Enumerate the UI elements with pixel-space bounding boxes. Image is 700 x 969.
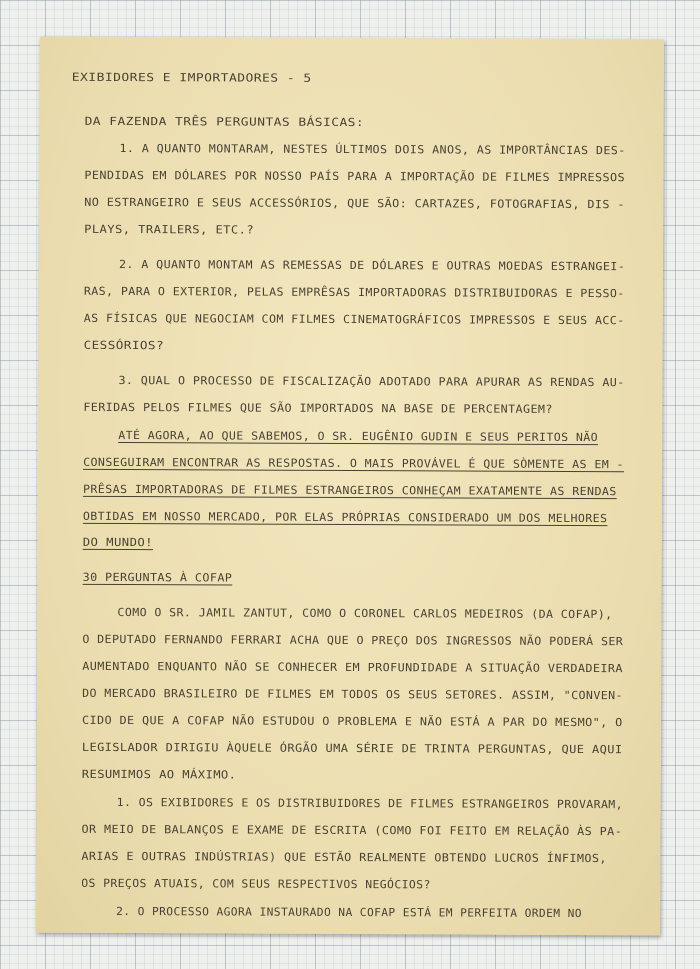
text-line: RAS, PARA O EXTERIOR, PELAS EMPRÊSAS IMPORTADORAS DISTRIBUIDORAS E PESSO-: [83, 284, 625, 301]
text-line: PENDIDAS EM DÓLARES POR NOSSO PAÍS PARA A IMPORTAÇÃO DE FILMES IMPRESSOS: [84, 168, 626, 185]
text-line: 2. O PROCESSO AGORA INSTAURADO NA COFAP ESTÁ EM PERFEITA ORDEM NO: [116, 904, 582, 921]
text-line: 1. A QUANTO MONTARAM, NESTES ÚLTIMOS DOIS ANOS, AS IMPORTÂNCIAS DES-: [119, 141, 626, 158]
underlined-text-line: OBTIDAS EM NOSSO MERCADO, POR ELAS PRÓPRIAS CONSIDERADO UM DOS MELHORES: [82, 509, 608, 526]
text-line: RESUMIMOS AO MÁXIMO.: [81, 767, 237, 782]
text-line: NO ESTRANGEIRO E SEUS ACCESSÓRIOS, QUE SÃO: CARTAZES, FOTOGRAFIAS, DIS -: [84, 195, 625, 212]
text-line: OR MEIO DE BALANÇOS E EXAME DE ESCRITA (COMO FOI FEITO EM RELAÇÃO ÀS PA-: [81, 822, 623, 839]
page-body: [40, 37, 664, 921]
text-line: CESSÓRIOS?: [83, 338, 165, 353]
text-line: PLAYS, TRAILERS, ETC.?: [84, 222, 255, 237]
underlined-text-line: 30 PERGUNTAS À COFAP: [82, 570, 233, 585]
text-line: 3. QUAL O PROCESSO DE FISCALIZAÇÃO ADOTADO PARA APURAR AS RENDAS AU-: [118, 373, 625, 390]
page-header: EXIBIDORES E IMPORTADORES - 5: [71, 70, 312, 85]
text-line: FERIDAS PELOS FILMES QUE SÃO IMPORTADOS NA BASE DE PERCENTAGEM?: [83, 400, 553, 416]
text-line: CIDO DE QUE A COFAP NÃO ESTUDOU O PROBLEMA E NÃO ESTÁ A PAR DO MESMO", O: [81, 713, 623, 730]
text-line: 1. OS EXIBIDORES E OS DISTRIBUIDORES DE FILMES ESTRANGEIROS PROVARAM,: [116, 795, 624, 812]
text-line: COMO O SR. JAMIL ZANTUT, COMO O CORONEL CARLOS MEDEIROS (DA COFAP),: [117, 605, 613, 622]
underlined-text-line: ATÉ AGORA, AO QUE SABEMOS, O SR. EUGÊNIO GUDIN E SEUS PERITOS NÃO: [118, 428, 599, 445]
text-line: DO MERCADO BRASILEIRO DE FILMES EM TODOS OS SEUS SETORES. ASSIM, "CONVEN-: [82, 686, 624, 703]
text-line: LEGISLADOR DIRIGIU ÀQUELE ÓRGÃO UMA SÉRIE DE TRINTA PERGUNTAS, QUE AQUI: [81, 740, 623, 757]
underlined-text-line: CONSEGUIRAM ENCONTRAR AS RESPOSTAS. O MAIS PROVÁVEL É QUE SÒMENTE AS EM -: [83, 455, 625, 472]
text-line: DA FAZENDA TRÊS PERGUNTAS BÁSICAS:: [84, 114, 365, 130]
underlined-text-line: DO MUNDO!: [82, 535, 154, 550]
text-line: 2. A QUANTO MONTAM AS REMESSAS DE DÓLARES E OUTRAS MOEDAS ESTRANGEI-: [118, 257, 626, 274]
text-line: OS PREÇOS ATUAIS, COM SEUS RESPECTIVOS NEGÓCIOS?: [81, 876, 431, 892]
text-line: ARIAS E OUTRAS INDÚSTRIAS) QUE ESTÃO REALMENTE OBTENDO LUCROS ÍNFIMOS,: [81, 849, 607, 866]
text-line: O DEPUTADO FERNANDO FERRARI ACHA QUE O PREÇO DOS INGRESSOS NÃO PODERÁ SER: [82, 632, 624, 649]
text-line: AS FÍSICAS QUE NEGOCIAM COM FILMES CINEMATOGRÁFICOS IMPRESSOS E SEUS ACC-: [83, 311, 625, 328]
underlined-text-line: PRÊSAS IMPORTADORAS DE FILMES ESTRANGEIROS CONHEÇAM EXATAMENTE AS RENDAS: [82, 482, 617, 499]
typewritten-page: [36, 37, 664, 936]
text-line: AUMENTADO ENQUANTO NÃO SE CONHECER EM PROFUNDIDADE A SITUAÇÃO VERDADEIRA: [82, 659, 623, 676]
